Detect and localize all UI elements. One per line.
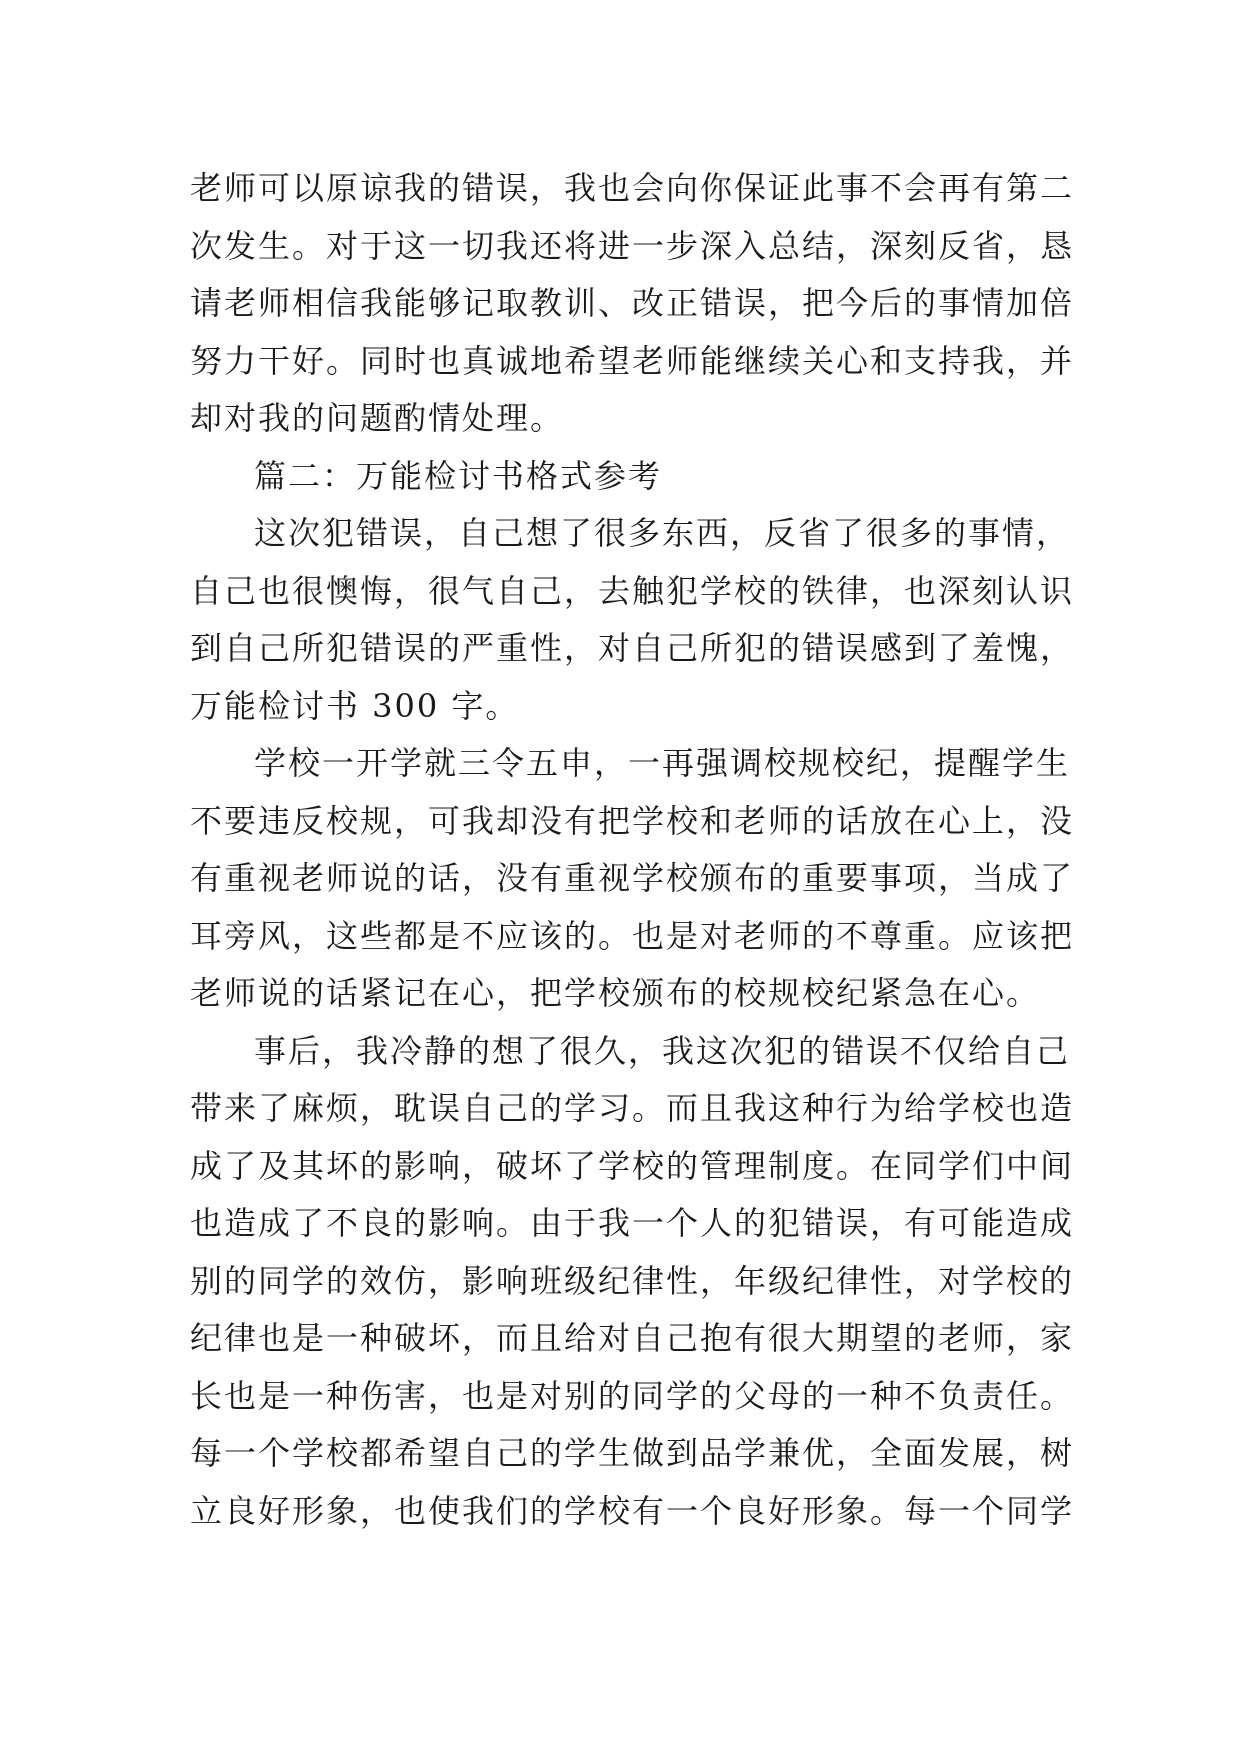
text-line: 万能检讨书 300 字。	[190, 686, 520, 725]
text-line: 努力干好。同时也真诚地希望老师能继续关心和支持我，并	[190, 341, 1075, 380]
section-heading: 篇二：万能检讨书格式参考	[254, 456, 663, 495]
text-line: 却对我的问题酌情处理。	[190, 399, 565, 437]
text-line: 事后，我冷静的想了很久，我这次犯的错误不仅给自己	[254, 1031, 1071, 1070]
text-line: 有重视老师说的话，没有重视学校颁布的重要事项，当成了	[190, 859, 1075, 897]
text-line: 别的同学的效仿，影响班级纪律性，年级纪律性，对学校的	[190, 1261, 1075, 1300]
text-line: 老师说的话紧记在心，把学校颁布的校规校纪紧急在心。	[190, 974, 1041, 1012]
text-line: 到自己所犯错误的严重性，对自己所犯的错误感到了羞愧，	[190, 629, 1075, 667]
text-line: 这次犯错误，自己想了很多东西，反省了很多的事情，	[254, 514, 1071, 552]
text-line: 自己也很懊悔，很气自己，去触犯学校的铁律，也深刻认识	[190, 571, 1075, 610]
text-line: 带来了麻烦，耽误自己的学习。而且我这种行为给学校也造	[190, 1089, 1075, 1127]
text-line: 成了及其坏的影响，破坏了学校的管理制度。在同学们中间	[190, 1146, 1075, 1185]
text-line: 不要违反校规，可我却没有把学校和老师的话放在心上，没	[190, 801, 1075, 840]
text-line: 纪律也是一种破坏，而且给对自己抱有很大期望的老师，家	[190, 1319, 1075, 1357]
text-line: 耳旁风，这些都是不应该的。也是对老师的不尊重。应该把	[190, 916, 1075, 955]
text-line: 请老师相信我能够记取教训、改正错误，把今后的事情加倍	[190, 284, 1075, 322]
text-line: 老师可以原谅我的错误，我也会向你保证此事不会再有第二	[190, 169, 1075, 207]
text-line: 次发生。对于这一切我还将进一步深入总结，深刻反省，恳	[190, 226, 1075, 265]
text-line: 每一个学校都希望自己的学生做到品学兼优，全面发展，树	[190, 1434, 1075, 1472]
text-line: 也造成了不良的影响。由于我一个人的犯错误，有可能造成	[190, 1204, 1075, 1242]
text-line: 学校一开学就三令五申，一再强调校规校纪，提醒学生	[254, 744, 1071, 782]
text-line: 长也是一种伤害，也是对别的同学的父母的一种不负责任。	[190, 1376, 1075, 1415]
text-line: 立良好形象，也使我们的学校有一个良好形象。每一个同学	[190, 1491, 1075, 1530]
document-body	[190, 160, 1075, 1540]
